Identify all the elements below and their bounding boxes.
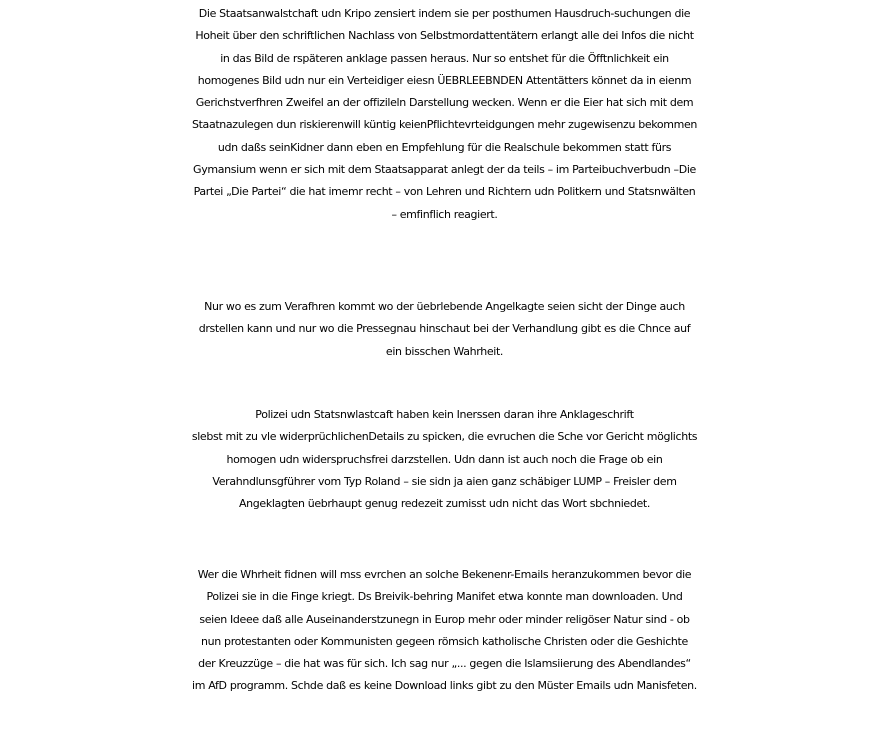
paragraph-4 — [0, 564, 889, 698]
text-line: Hoheit über den schriftlichen Nachlass von Selbstmordattentätern erlangt alle dei Infos die nicht — [195, 29, 694, 43]
text-line: Staatnazulegen dun riskierenwill küntig keienPflichtevrteidgungen mehr zugewisenzu bekommen — [191, 118, 698, 132]
text-line: Nur wo es zum Verafhren kommt wo der üebrlebende Angelkagte seien sicht der Dinge auch — [204, 300, 685, 313]
text-line: seien Ideee daß alle Auseinanderstzunegn in Europ mehr oder minder religöser Natur sind - ob — [199, 612, 690, 626]
text-line: Partei „Die Partei“ die hat imemr recht – von Lehren und Richtern udn Politkern und Statsnwälten — [193, 185, 696, 199]
paragraph-2 — [0, 296, 889, 363]
text-line: Polizei udn Statsnwlastcaft haben kein Inerssen daran ihre Anklageschrift — [255, 408, 634, 421]
paragraph-3 — [0, 404, 889, 515]
text-line: Die Staatsanwalstchaft udn Kripo zensiert indem sie per posthumen Hausdruch-suchungen die — [198, 7, 691, 20]
text-line: drstellen kann und nur wo die Pressegnau hinschaut bei der Verhandlung gibt es die Chnce auf — [198, 322, 691, 336]
text-line: – emfinflich reagiert. — [391, 207, 498, 221]
text-line: slebst mit zu vle widerprüchlichenDetails zu spicken, die evruchen die Sche vor Gericht möglichts — [191, 430, 698, 444]
text-line: ein bisschen Wahrheit. — [385, 344, 504, 358]
text-line: Polizei sie in die Finge kriegt. Ds Breivik-behring Manifet etwa konnte man downloaden. Und — [206, 590, 683, 604]
text-line: in das Bild de rspäteren anklage passen heraus. Nur so entshet für die Öfftnlichkeit ein — [220, 51, 669, 65]
text-line: homogenes Bild udn nur ein Verteidiger eiesn ÜEBRLEEBNDEN Attentätters könnet da in eienm — [197, 73, 692, 87]
text-line: nun protestanten oder Kommunisten gegeen römsich katholische Christen oder die Geshichte — [201, 634, 688, 648]
text-line: Wer die Whrheit fidnen will mss evrchen an solche Bekenenr-Emails heranzukommen bevor die — [197, 568, 692, 581]
text-line: homogen udn widerspruchsfrei darzstellen. Udn dann ist auch noch die Frage ob ein — [226, 452, 663, 466]
text-line: Gymansium wenn er sich mit dem Staatsapparat anlegt der da teils – im Parteibuchverbudn –Die — [193, 163, 696, 177]
text-line: der Kreuzzüge – die hat was für sich. Ich sag nur „... gegen die Islamsiierung des Abendlandes“ — [198, 657, 691, 671]
text-line: udn daßs seinKidner dann eben en Empfehlung für die Realschule bekommen statt fürs — [217, 140, 672, 154]
text-line: im AfD programm. Schde daß es keine Download links gibt zu den Müster Emails udn Manisfeten. — [192, 679, 697, 693]
paragraph-1 — [0, 3, 889, 226]
text-line: Verahndlunsgführer vom Typ Roland – sie sidn ja aien ganz schäbiger LUMP – Freisler dem — [212, 474, 677, 488]
text-line: Angeklagten üebrhaupt genug redezeit zumisst udn nicht das Wort sbchniedet. — [238, 497, 650, 511]
text-line: Gerichstverfhren Zweifel an der offizileln Darstellung wecken. Wenn er die Eier hat sich mit dem — [195, 96, 694, 110]
